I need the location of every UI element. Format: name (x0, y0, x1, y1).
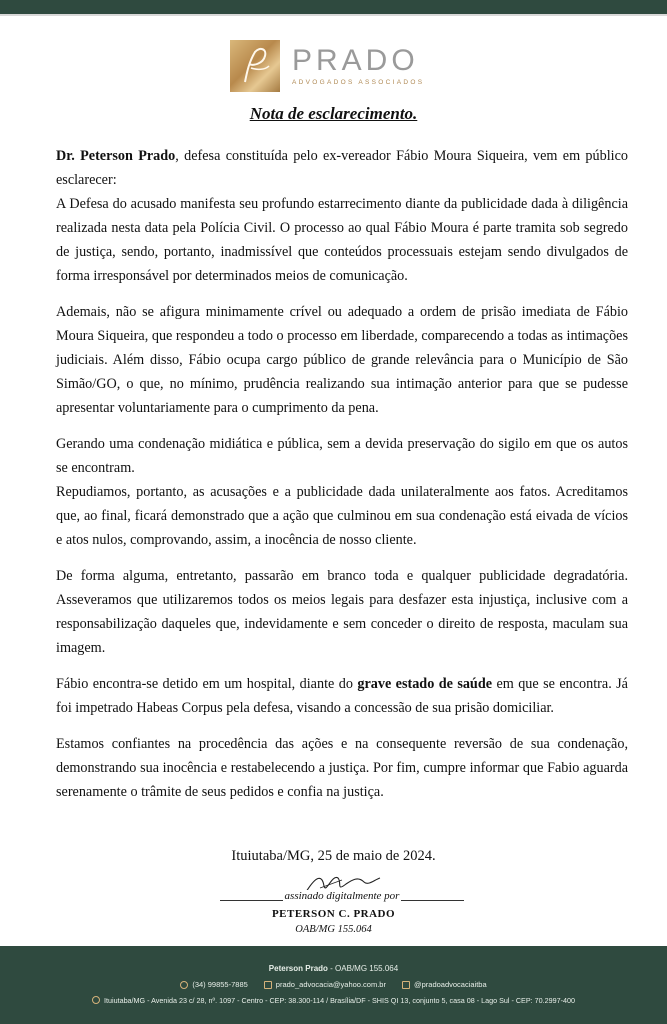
paragraph-5: Repudiamos, portanto, as acusações e a publicidade dada unilateralmente aos fatos. Acreditamos que, ao final, ficará demonstrado que a ação que culminou em sua condenação está eivada de vícios e atos nulos, comprovando, assim, a inocência de nosso cliente. (56, 484, 628, 548)
paragraph-2: A Defesa do acusado manifesta seu profundo estarrecimento diante da publicidade dada à diligência realizada nesta data pela Polícia Civil. O processo ao qual Fábio Moura é parte tramita sob segredo de justiça, sendo, portanto, inadmissível que conteúdos processuais estejam sendo divulgados de forma irresponsável por determinados meios de comunicação. (56, 196, 628, 284)
footer-instagram-item[interactable] (402, 980, 487, 989)
top-divider (0, 14, 667, 16)
footer-oab: - OAB/MG 155.064 (327, 964, 399, 973)
location-icon (92, 996, 100, 1004)
paragraph-3: Ademais, não se afigura minimamente crível ou adequado a ordem de prisão imediata de Fábio Moura Siqueira, que respondeu a todo o processo em liberdade, comparecendo a todas as intimações judiciais. Além disso, Fábio ocupa cargo público de grande relevância para o Município de São Simão/GO, o que, no mínimo, prudência realizando sua intimação anterior para que se pudesse apresentar voluntariamente para o cumprimento da pena. (56, 304, 628, 416)
paragraph-6: De forma alguma, entretanto, passarão em branco toda e qualquer publicidade degradatória. Asseveramos que utilizaremos todos os meios legais para desfazer esta injustiça, inclusive com a responsabilização daqueles que, indevidamente e sem conceder o direito de resposta, maculam sua imagem. (56, 568, 628, 656)
footer-phone-item[interactable] (180, 980, 247, 989)
footer-instagram: @pradoadvocaciaitba (413, 980, 487, 989)
paragraph-7-emphasis: grave estado de saúde (357, 676, 493, 692)
logo-mark-icon (230, 40, 280, 92)
footer-name: Peterson Prado (268, 964, 328, 973)
logo (230, 38, 424, 94)
footer-email-item[interactable] (264, 980, 386, 989)
signer-oab: OAB/MG 155.064 (295, 924, 372, 935)
paragraph-7: Fábio encontra-se detido em um hospital, diante do grave estado de saúde em que se encontra. Já foi impetrado Habeas Corpus pela defesa, visando a concessão de sua prisão domiciliar. (56, 676, 628, 716)
signature-caption: assinado digitalmente por (284, 890, 400, 902)
footer (0, 946, 667, 1024)
document-body (56, 144, 628, 804)
date-line: Ituiutaba/MG, 25 de maio de 2024. (231, 848, 436, 864)
email-icon (264, 981, 272, 989)
footer-name-line (0, 964, 667, 973)
footer-email: prado_advocacia@yahoo.com.br (275, 980, 386, 989)
top-band (0, 0, 667, 14)
footer-phone: (34) 99855-7885 (192, 980, 248, 989)
logo-name: PRADO (292, 44, 419, 77)
paragraph-1: Dr. Peterson Prado, defesa constituída pelo ex-vereador Fábio Moura Siqueira, vem em público esclarecer: (56, 148, 628, 188)
footer-address: Ituiutaba/MG - Avenida 23 c/ 28, nº. 1097 - Centro - CEP: 38.300-114 / Brasília/DF - SHIS QI 13, conjunto 5, casa 08 - Lago Sul - CEP: 70.2997-400 (103, 996, 575, 1005)
logo-subtitle: ADVOGADOS ASSOCIADOS (292, 79, 425, 86)
signature-block (220, 870, 464, 906)
whatsapp-icon (180, 981, 188, 989)
paragraph-1-lead: Dr. Peterson Prado (56, 148, 176, 164)
paragraph-8: Estamos confiantes na procedência das ações e na consequente reversão de sua condenação, demonstrando sua inocência e restabelecendo a justiça. Por fim, cumpre informar que Fabio aguarda serenamente o trâmite de seus pedidos e confia na justiça. (56, 736, 628, 800)
document-title: Nota de esclarecimento. (249, 104, 418, 123)
paragraph-4: Gerando uma condenação midiática e pública, sem a devida preservação do sigilo em que os autos se encontram. (56, 436, 628, 476)
footer-address-line (0, 996, 667, 1005)
footer-contacts (0, 980, 667, 989)
signer-name: PETERSON C. PRADO (271, 908, 396, 920)
instagram-icon (402, 981, 410, 989)
